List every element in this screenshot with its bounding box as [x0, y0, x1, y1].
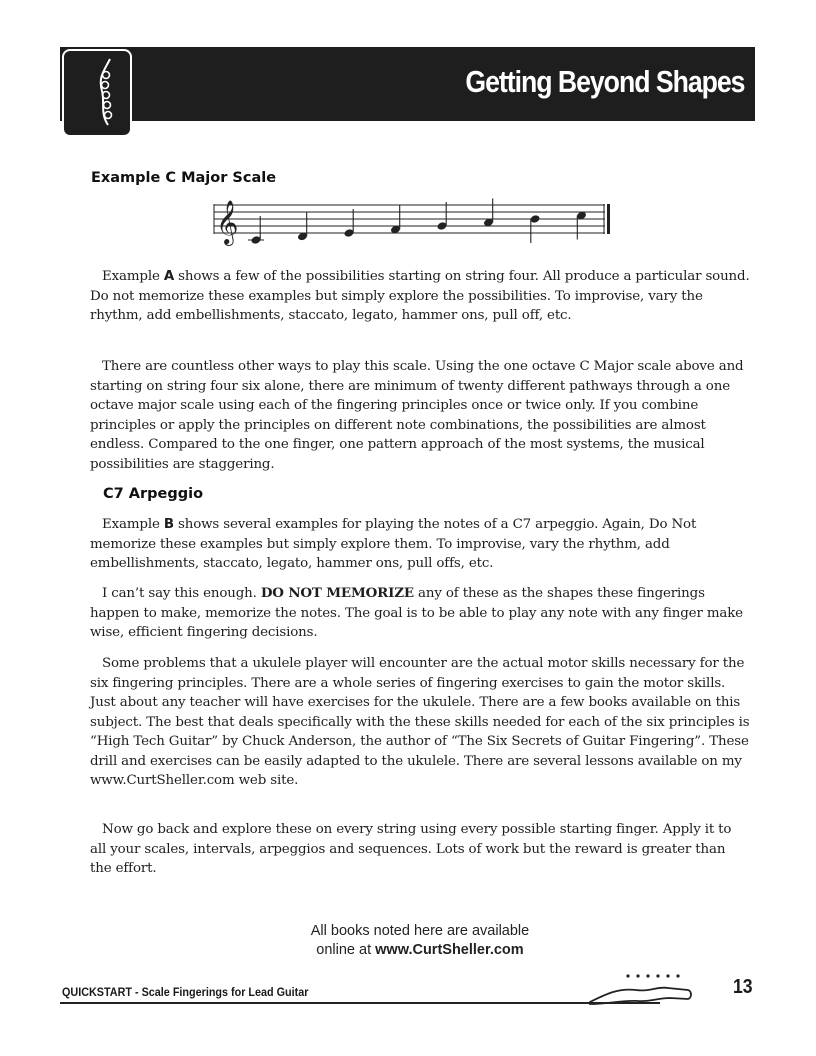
guitar-neck-icon — [588, 968, 703, 1008]
footer-divider — [60, 1002, 660, 1004]
paragraph-2: There are countless other ways to play this scale. Using the one octave C Major scale above and starting on string four six alone, there are minimum of twenty different pathways through a one octave major scale using each of the fingering principles once or twice only. If you combine principles or apply the principles on different note combinations, the possibilities are almost endless. Compared to the one finger, one pattern approach of the most systems, the musical possibilities are staggering. — [90, 359, 744, 472]
example-heading: Example C Major Scale — [91, 170, 277, 186]
example-letter: B — [163, 517, 174, 532]
book-title: QUICKSTART - Scale Fingerings for Lead Guitar — [62, 985, 309, 999]
emphasis-text: DO NOT MEMORIZE — [260, 585, 414, 601]
headstock-logo-icon — [62, 49, 132, 137]
paragraph-4: I can’t say this enough. DO NOT MEMORIZE any of these as the shapes these fingerings happen to make, memorize the notes. The goal is to be able to play any note with any finger make wise, efficient fingering decisions. — [90, 585, 743, 640]
paragraph-6: Now go back and explore these on every string using every possible starting finger. Apply it to all your scales, intervals, arpeggios and sequences. Lots of work but the reward is greater than the effort. — [90, 822, 732, 876]
paragraph-5: Some problems that a ukulele player will encounter are the actual motor skills necessary for the six fingering principles. There are a whole series of fingering exercises to gain the motor skills. Just about any teacher will have exercises for the ukulele. There are a few books available on this subject. The best that deals specifically with the these skills needed for each of the six principles is “High Tech Guitar” by Chuck Anderson, the author of “The Six Secrets of Guitar Fingering”. These drill and exercises can be easily adapted to the ukulele. There are several lessons available on my www.CurtSheller.com web site. — [90, 656, 750, 788]
example-letter: A — [163, 269, 175, 284]
footer-note: All books noted here are available online at www.CurtSheller.com — [310, 923, 530, 958]
paragraph-3: Example B shows several examples for playing the notes of a C7 arpeggio. Again, Do Not memorize these examples but simply explore them. To improvise, vary the rhythm, add embellishments, staccato, legato, hammer ons, pull offs, etc. — [90, 517, 697, 571]
paragraph-1: Example A shows a few of the possibilities starting on string four. All produce a particular sound. Do not memorize these examples but simply explore the possibilities. To improvise, vary the rhythm, add embellishments, staccato, legato, hammer ons, pull off, etc. — [90, 269, 750, 323]
treble-clef-icon: 𝄞 — [216, 200, 239, 244]
page-number: 13 — [733, 976, 753, 998]
music-staff — [212, 195, 612, 250]
arpeggio-heading: C7 Arpeggio — [103, 486, 204, 502]
website-link[interactable]: www.CurtSheller.com — [375, 942, 524, 958]
page-title: Getting Beyond Shapes — [464, 64, 744, 99]
